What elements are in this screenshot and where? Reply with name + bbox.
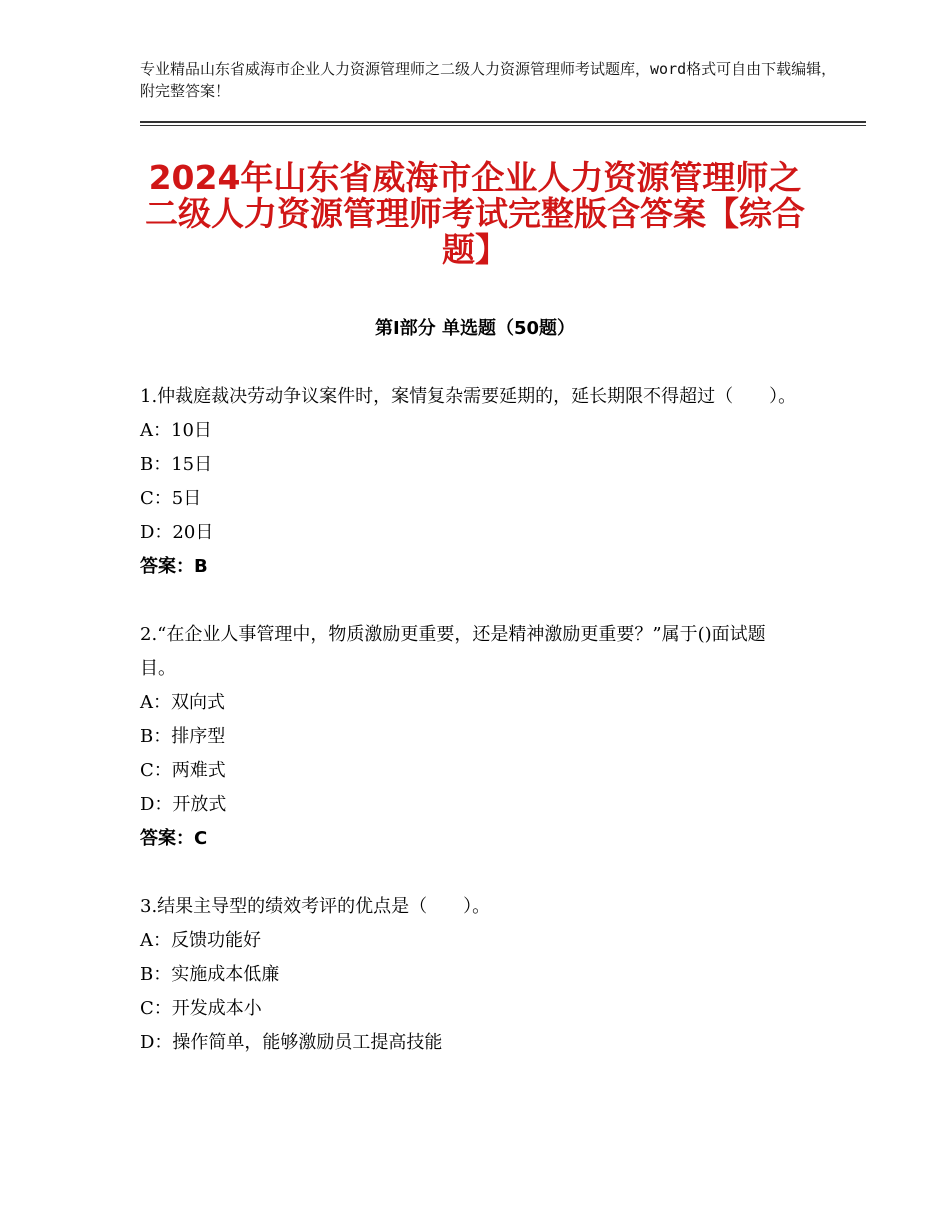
question-stem: 2.“在企业人事管理中，物质激励更重要，还是精神激励更重要？”属于()面试题目。	[140, 624, 766, 679]
option-a: A：反馈功能好	[140, 930, 261, 951]
question-stem: 3.结果主导型的绩效考评的优点是（ ）。	[140, 896, 491, 917]
option-c: C：两难式	[140, 760, 226, 781]
option-a: A：双向式	[140, 692, 225, 713]
header-rule-thin	[140, 125, 866, 126]
option-b: B：15日	[140, 454, 213, 475]
option-a: A：10日	[140, 420, 212, 441]
option-c: C：5日	[140, 488, 202, 509]
option-d: D：开放式	[140, 794, 227, 815]
option-b: B：排序型	[140, 726, 226, 747]
question-2	[140, 618, 810, 856]
document-title: 2024年山东省威海市企业人力资源管理师之二级人力资源管理师考试完整版含答案【综合题】	[145, 158, 805, 269]
option-c: C：开发成本小	[140, 998, 262, 1019]
option-d: D：20日	[140, 522, 214, 543]
question-list	[140, 380, 810, 1094]
question-3	[140, 890, 810, 1060]
section-title: 第Ⅰ部分 单选题（50题）	[374, 318, 575, 339]
header-note: 专业精品山东省威海市企业人力资源管理师之二级人力资源管理师考试题库，word格式可自由下载编辑，附完整答案！	[140, 60, 837, 100]
answer: 答案：B	[140, 556, 208, 577]
question-stem: 1.仲裁庭裁决劳动争议案件时，案情复杂需要延期的，延长期限不得超过（ ）。	[140, 386, 797, 407]
header-rule-thick	[140, 121, 866, 123]
question-1	[140, 380, 810, 584]
answer: 答案：C	[140, 828, 208, 849]
option-b: B：实施成本低廉	[140, 964, 280, 985]
option-d: D：操作简单，能够激励员工提高技能	[140, 1032, 443, 1053]
